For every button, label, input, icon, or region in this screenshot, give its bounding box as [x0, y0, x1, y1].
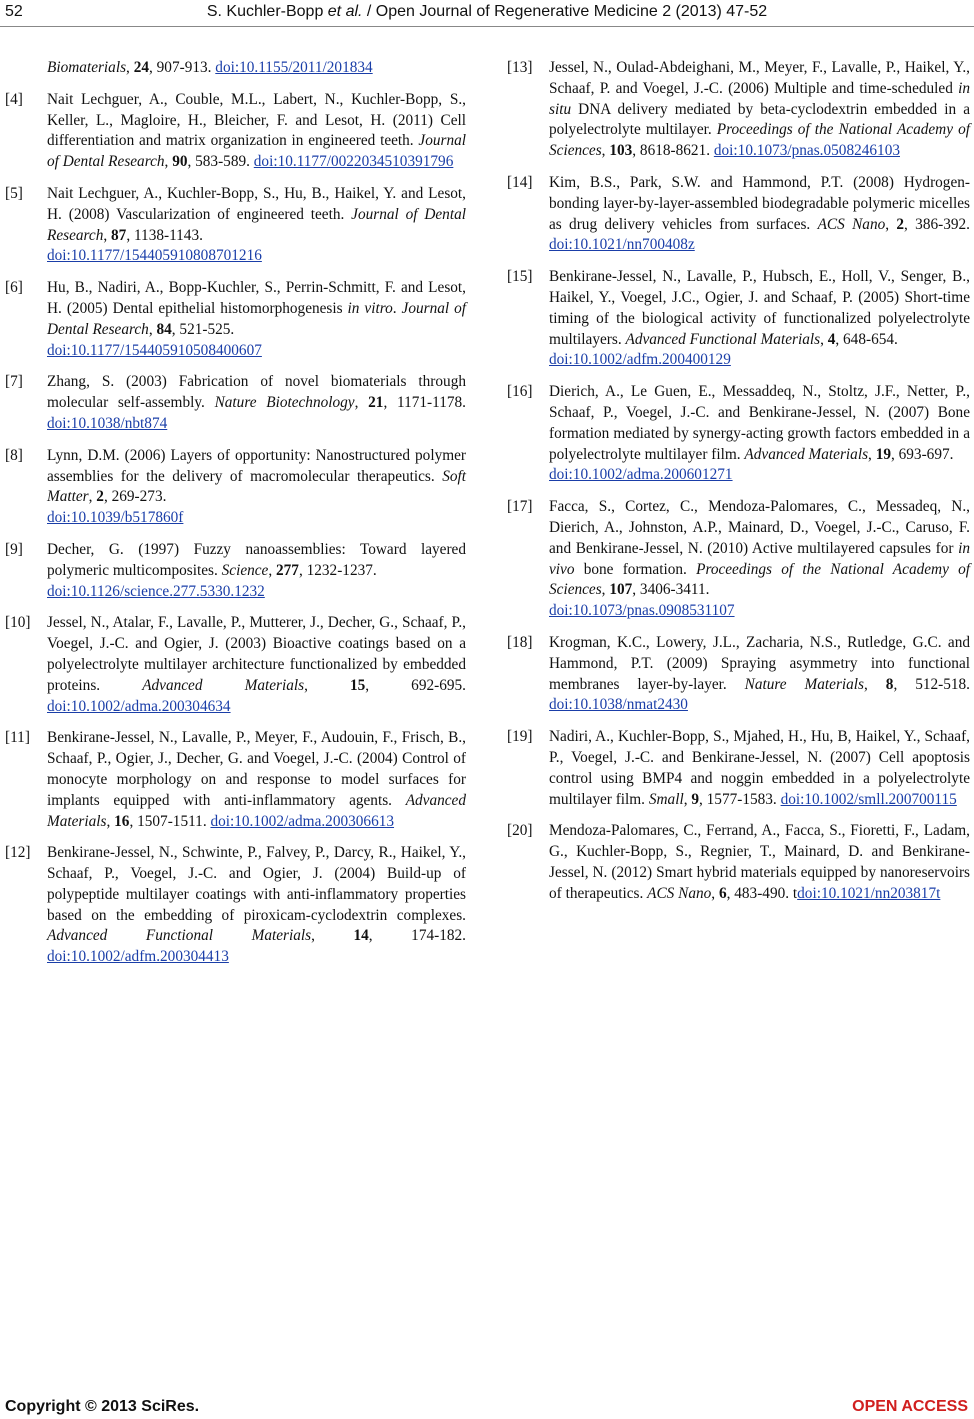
references-left-column [5, 58, 466, 979]
doi-link[interactable]: doi:10.1073/pnas.0908531107 [549, 602, 735, 620]
reference-14: [14] Kim, B.S., Park, S.W. and Hammond, P.T. (2008) Hydrogen-bonding layer-by-layer-assembled biodegradable polymeric micelles as drug delivery vehicles from surfaces. ACS Nano, 2, 386-392. doi:10.1021/nn700408z [507, 173, 970, 254]
doi-link[interactable]: doi:10.1155/2011/201834 [215, 59, 373, 76]
open-access-label: OPEN ACCESS [852, 1398, 968, 1415]
reference-11: [11] Benkirane-Jessel, N., Lavalle, P., Meyer, F., Audouin, F., Frisch, B., Schaaf, P., Ogier, J., Decher, G. and Voegel, J.-C. (2004) Control of monocyte morphology on and response to model surfaces for implants equipped with anti-inflammatory agents. Advanced Materials, 16, 1507-1511. doi:10.1002/adma.200306613 [5, 729, 466, 830]
reference-12: [12] Benkirane-Jessel, N., Schwinte, P., Falvey, P., Darcy, R., Haikel, Y., Schaaf, P., Voegel, J.-C. and Ogier, J. (2004) Build-up of polypeptide multilayer coatings with anti-inflammatory properties based on the embedding of piroxicam-cyclodextrin complexes. Advanced Functional Materials, 14, 174-182. doi:10.1002/adfm.200304413 [5, 844, 466, 966]
page-header [0, 0, 974, 26]
reference-13: [13] Jessel, N., Oulad-Abdeighani, M., Meyer, F., Lavalle, P., Haikel, Y., Schaaf, P. and Voegel, J.-C. (2006) Multiple and time-scheduled in situ DNA delivery mediated by beta-cyclodextrin embedded in a polyelectrolyte multilayer. Proceedings of the National Academy of Sciences, 103, 8618-8621. doi:10.1073/pnas.0508246103 [507, 59, 970, 160]
reference-7: [7] Zhang, S. (2003) Fabrication of novel biomaterials through molecular self-assembly. Nature Biotechnology, 21, 1171-1178. doi:10.1038/nbt874 [5, 373, 466, 432]
doi-link[interactable]: doi:10.1002/adfm.200400129 [549, 351, 731, 369]
page-number: 52 [5, 3, 23, 20]
doi-link[interactable]: doi:10.1177/154405910508400607 [47, 341, 262, 359]
reference-5: [5] Nait Lechguer, A., Kuchler-Bopp, S., Hu, B., Haikel, Y. and Lesot, H. (2008) Vascularization of engineered teeth. Journal of Dental Research, 87, 1138-1143. doi:10.1177/154405910808701216 [5, 184, 466, 265]
copyright-notice: Copyright © 2013 SciRes. [5, 1398, 200, 1415]
reference-20: [20] Mendoza-Palomares, C., Ferrand, A., Facca, S., Fioretti, F., Ladam, G., Kuchler-Bopp, S., Regnier, T., Mainard, D. and Benkirane-Jessel, N. (2012) Smart hybrid materials equipped by nanoreservoirs of therapeutics. ACS Nano, 6, 483-490. tdoi:10.1021/nn203817t [507, 822, 970, 902]
doi-link[interactable]: doi:10.1021/nn203817t [797, 884, 941, 902]
doi-link[interactable]: doi:10.1002/smll.200700115 [780, 790, 957, 808]
doi-link[interactable]: doi:10.1039/b517860f [47, 509, 184, 527]
reference-9: [9] Decher, G. (1997) Fuzzy nanoassemblies: Toward layered polymeric multicomposites. Science, 277, 1232-1237. doi:10.1126/science.277.5330.1232 [5, 540, 466, 600]
running-head: S. Kuchler-Bopp et al. / Open Journal of Regenerative Medicine 2 (2013) 47-52 [206, 3, 768, 20]
doi-link[interactable]: doi:10.1073/pnas.0508246103 [713, 142, 900, 160]
doi-link[interactable]: doi:10.1002/adma.200601271 [549, 466, 733, 484]
doi-link[interactable]: doi:10.1002/adma.200306613 [210, 812, 395, 830]
doi-link[interactable]: doi:10.1021/nn700408z [549, 236, 695, 254]
reference-10: [10] Jessel, N., Atalar, F., Lavalle, P., Mutterer, J., Decher, G., Schaaf, P., Voegel, J.-C. and Ogier, J. (2003) Bioactive coatings based on a polyelectrolyte multilayer architecture functionalized by embedded proteins. Advanced Materials, 15, 692-695. doi:10.1002/adma.200304634 [5, 614, 466, 715]
reference-16: [16] Dierich, A., Le Guen, E., Messaddeq, N., Stoltz, J.F., Netter, P., Schaaf, P., Voegel, J.-C. and Benkirane-Jessel, N. (2007) Bone formation mediated by synergy-acting growth factors embedded in a polyelectrolyte multilayer film. Advanced Materials, 19, 693-697. doi:10.1002/adma.200601271 [507, 383, 970, 484]
doi-link[interactable]: doi:10.1126/science.277.5330.1232 [47, 582, 265, 600]
header-rule [0, 26, 974, 27]
doi-link[interactable]: doi:10.1177/154405910808701216 [47, 247, 262, 265]
doi-link[interactable]: doi:10.1038/nbt874 [47, 414, 168, 432]
reference-17: [17] Facca, S., Cortez, C., Mendoza-Palomares, C., Messadeq, N., Dierich, A., Johnston, A.P., Mainard, D., Voegel, J.-C., Caruso, F. and Benkirane-Jessel, N. (2010) Active multilayered capsules for in vivo bone formation. Proceedings of the National Academy of Sciences, 107, 3406-3411. doi:10.1073/pnas.0908531107 [507, 498, 971, 620]
reference-6: [6] Hu, B., Nadiri, A., Bopp-Kuchler, S., Perrin-Schmitt, F. and Lesot, H. (2005) Dental epithelial histomorphogenesis in vitro. Journal of Dental Research, 84, 521-525. doi:10.1177/154405910508400607 [5, 279, 466, 359]
doi-link[interactable]: doi:10.1177/0022034510391796 [253, 153, 454, 171]
doi-link[interactable]: doi:10.1002/adma.200304634 [47, 697, 231, 715]
reference-8: [8] Lynn, D.M. (2006) Layers of opportunity: Nanostructured polymer assemblies for the delivery of macromolecular therapeutics. Soft Matter, 2, 269-273. doi:10.1039/b517860f [5, 446, 466, 527]
reference-19: [19] Nadiri, A., Kuchler-Bopp, S., Mjahed, H., Hu, B, Haikel, Y., Schaaf, P., Voegel, J.-C. and Benkirane-Jessel, N. (2007) Cell apoptosis control using BMP4 and noggin embedded in a polyelectrolyte multilayer film. Small, 9, 1577-1583. doi:10.1002/smll.200700115 [507, 728, 970, 808]
doi-link[interactable]: doi:10.1038/nmat2430 [549, 696, 688, 714]
reference-continuation: Biomaterials, 24, 907-913. doi:10.1155/2011/201834 [47, 59, 373, 76]
doi-link[interactable]: doi:10.1002/adfm.200304413 [47, 948, 229, 966]
reference-18: [18] Krogman, K.C., Lowery, J.L., Zacharia, N.S., Rutledge, G.C. and Hammond, P.T. (2009) Spraying asymmetry into functional membranes layer-by-layer. Nature Materials, 8, 512-518. doi:10.1038/nmat2430 [507, 633, 970, 714]
reference-4: [4] Nait Lechguer, A., Couble, M.L., Labert, N., Kuchler-Bopp, S., Keller, L., Magloire, H., Bleicher, F. and Lesot, H. (2011) Cell differentiation and matrix organization in engineered teeth. Journal of Dental Research, 90, 583-589. doi:10.1177/0022034510391796 [5, 90, 466, 171]
reference-15: [15] Benkirane-Jessel, N., Lavalle, P., Hubsch, E., Holl, V., Senger, B., Haikel, Y., Voegel, J.C., Ogier, J. and Schaaf, P. (2005) Short-time timing of the biological activity of functionalized polyelectrolyte multilayers. Advanced Functional Materials, 4, 648-654. doi:10.1002/adfm.200400129 [507, 268, 970, 369]
references-right-column [507, 58, 970, 915]
